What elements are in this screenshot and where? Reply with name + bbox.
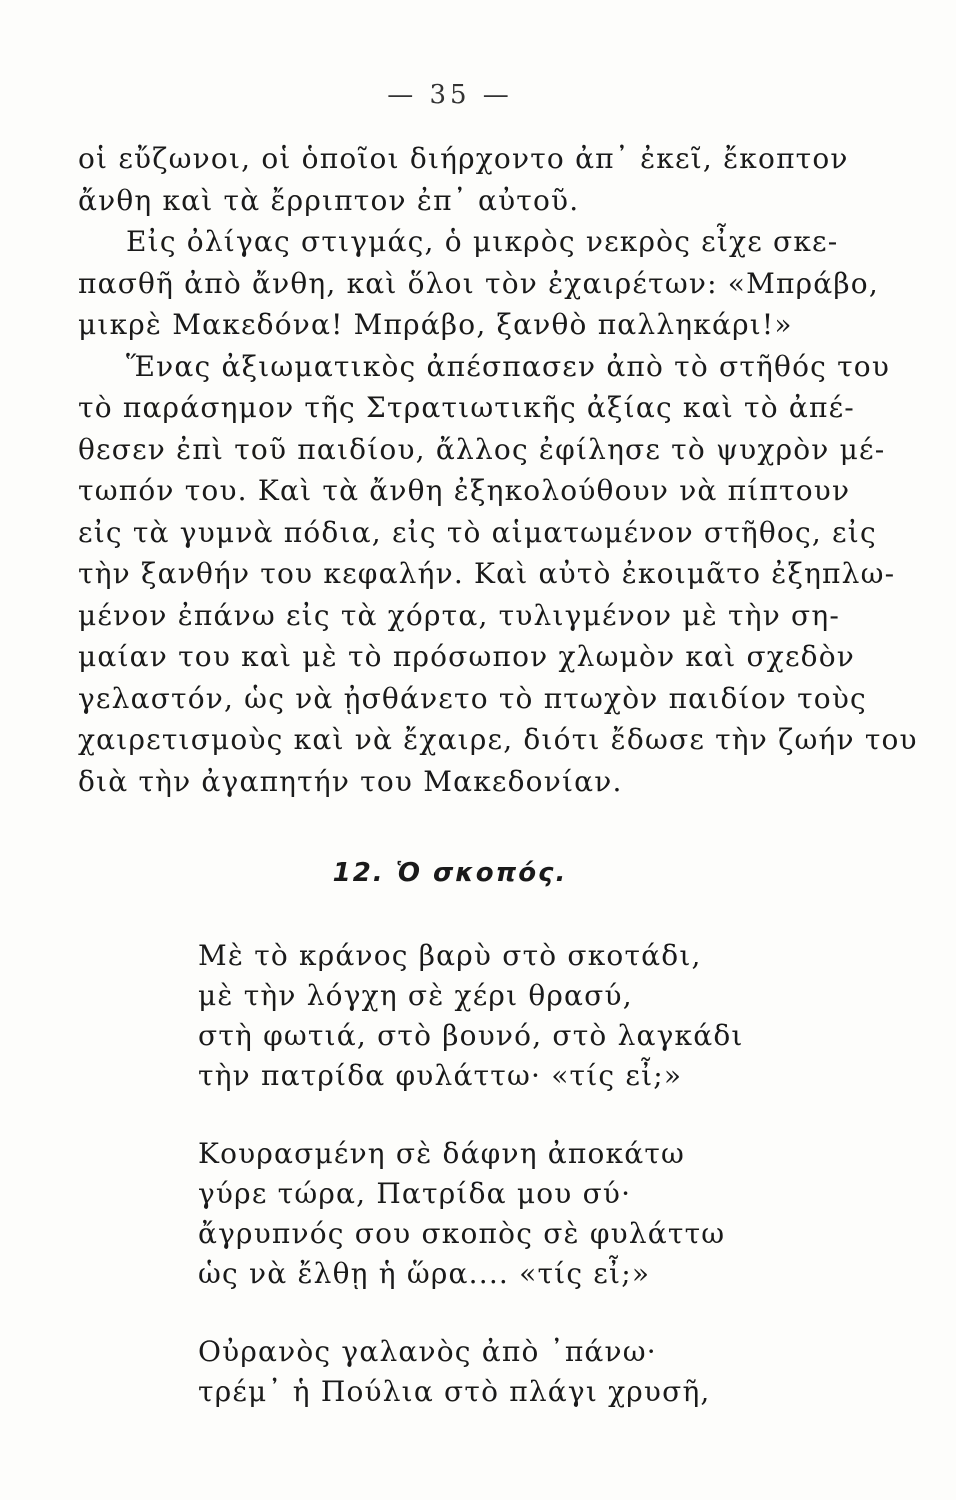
prose-line: Ἕνας ἀξιωματικὸς ἀπέσπασεν ἀπὸ τὸ στῆθός του (126, 349, 891, 383)
poem-verse: τὴν πατρίδα φυλάττω· «τίς εἶ;» (198, 1059, 683, 1092)
poem-verse: ὡς νὰ ἔλθῃ ἡ ὥρα.... «τίς εἶ;» (198, 1257, 651, 1290)
prose-line: διὰ τὴν ἀγαπητήν του Μακεδονίαν. (78, 764, 623, 798)
poem-verse: γύρε τώρα, Πατρίδα μου σύ· (198, 1177, 632, 1210)
prose-line: μικρὲ Μακεδόνα! Μπράβο, ξανθὸ παλληκάρι!» (78, 308, 793, 341)
prose-line: γελαστόν, ὡς νὰ ᾐσθάνετο τὸ πτωχὸν παιδίον τοὺς (78, 681, 867, 715)
prose-line: οἱ εὔζωνοι, οἱ ὁποῖοι διήρχοντο ἀπ᾽ ἐκεῖ, ἔκοπτον (78, 142, 849, 175)
prose-line: χαιρετισμοὺς καὶ νὰ ἔχαιρε, διότι ἔδωσε τὴν ζωήν του (78, 723, 918, 756)
poem-stanza (198, 1332, 798, 1412)
prose-line: Εἰς ὀλίγας στιγμάς, ὁ μικρὸς νεκρὸς εἶχε σκε- (126, 225, 839, 258)
prose-line: πασθῆ ἀπὸ ἄνθη, καὶ ὅλοι τὸν ἐχαιρέτων: «Μπράβο, (78, 266, 879, 300)
prose-line: θεσεν ἐπὶ τοῦ παιδίου, ἄλλος ἐφίλησε τὸ ψυχρὸν μέ- (78, 432, 886, 466)
poem-stanza (198, 1134, 798, 1294)
prose-line: μαίαν του καὶ μὲ τὸ πρόσωπον χλωμὸν καὶ σχεδὸν (78, 640, 856, 673)
poem-verse: Μὲ τὸ κράνος βαρὺ στὸ σκοτάδι, (198, 939, 702, 972)
prose-line: τὸ παράσημον τῆς Στρατιωτικῆς ἀξίας καὶ τὸ ἀπέ- (78, 391, 855, 424)
poem (198, 936, 798, 1450)
poem-verse: μὲ τὴν λόγχη σὲ χέρι θρασύ, (198, 979, 633, 1012)
poem-verse: ἄγρυπνός σου σκοπὸς σὲ φυλάττω (198, 1217, 726, 1250)
prose-line: εἰς τὰ γυμνὰ πόδια, εἰς τὸ αἱματωμένον στῆθος, εἰς (78, 515, 877, 549)
poem-verse: στὴ φωτιά, στὸ βουνό, στὸ λαγκάδι (198, 1019, 744, 1052)
prose-text (78, 138, 918, 802)
prose-line: ἄνθη καὶ τὰ ἔρριπτον ἐπ᾽ αὐτοῦ. (78, 183, 580, 217)
page-number: — 35 — (387, 80, 513, 110)
poem-verse: Οὐρανὸς γαλανὸς ἀπὸ ᾿πάνω· (198, 1335, 657, 1368)
poem-stanza (198, 936, 798, 1096)
poem-verse: Κουρασμένη σὲ δάφνη ἀποκάτω (198, 1137, 686, 1170)
prose-line: τὴν ξανθήν του κεφαλήν. Καὶ αὐτὸ ἐκοιμᾶτο ἐξηπλω- (78, 557, 896, 590)
prose-line: τωπόν του. Καὶ τὰ ἄνθη ἐξηκολούθουν νὰ πίπτουν (78, 474, 851, 507)
prose-line: μένον ἐπάνω εἰς τὰ χόρτα, τυλιγμένον μὲ τὴν ση- (78, 598, 840, 632)
section-title: 12. Ὁ σκοπός. (332, 858, 568, 888)
poem-verse: τρέμ᾽ ἡ Πούλια στὸ πλάγι χρυσῆ, (198, 1375, 711, 1408)
